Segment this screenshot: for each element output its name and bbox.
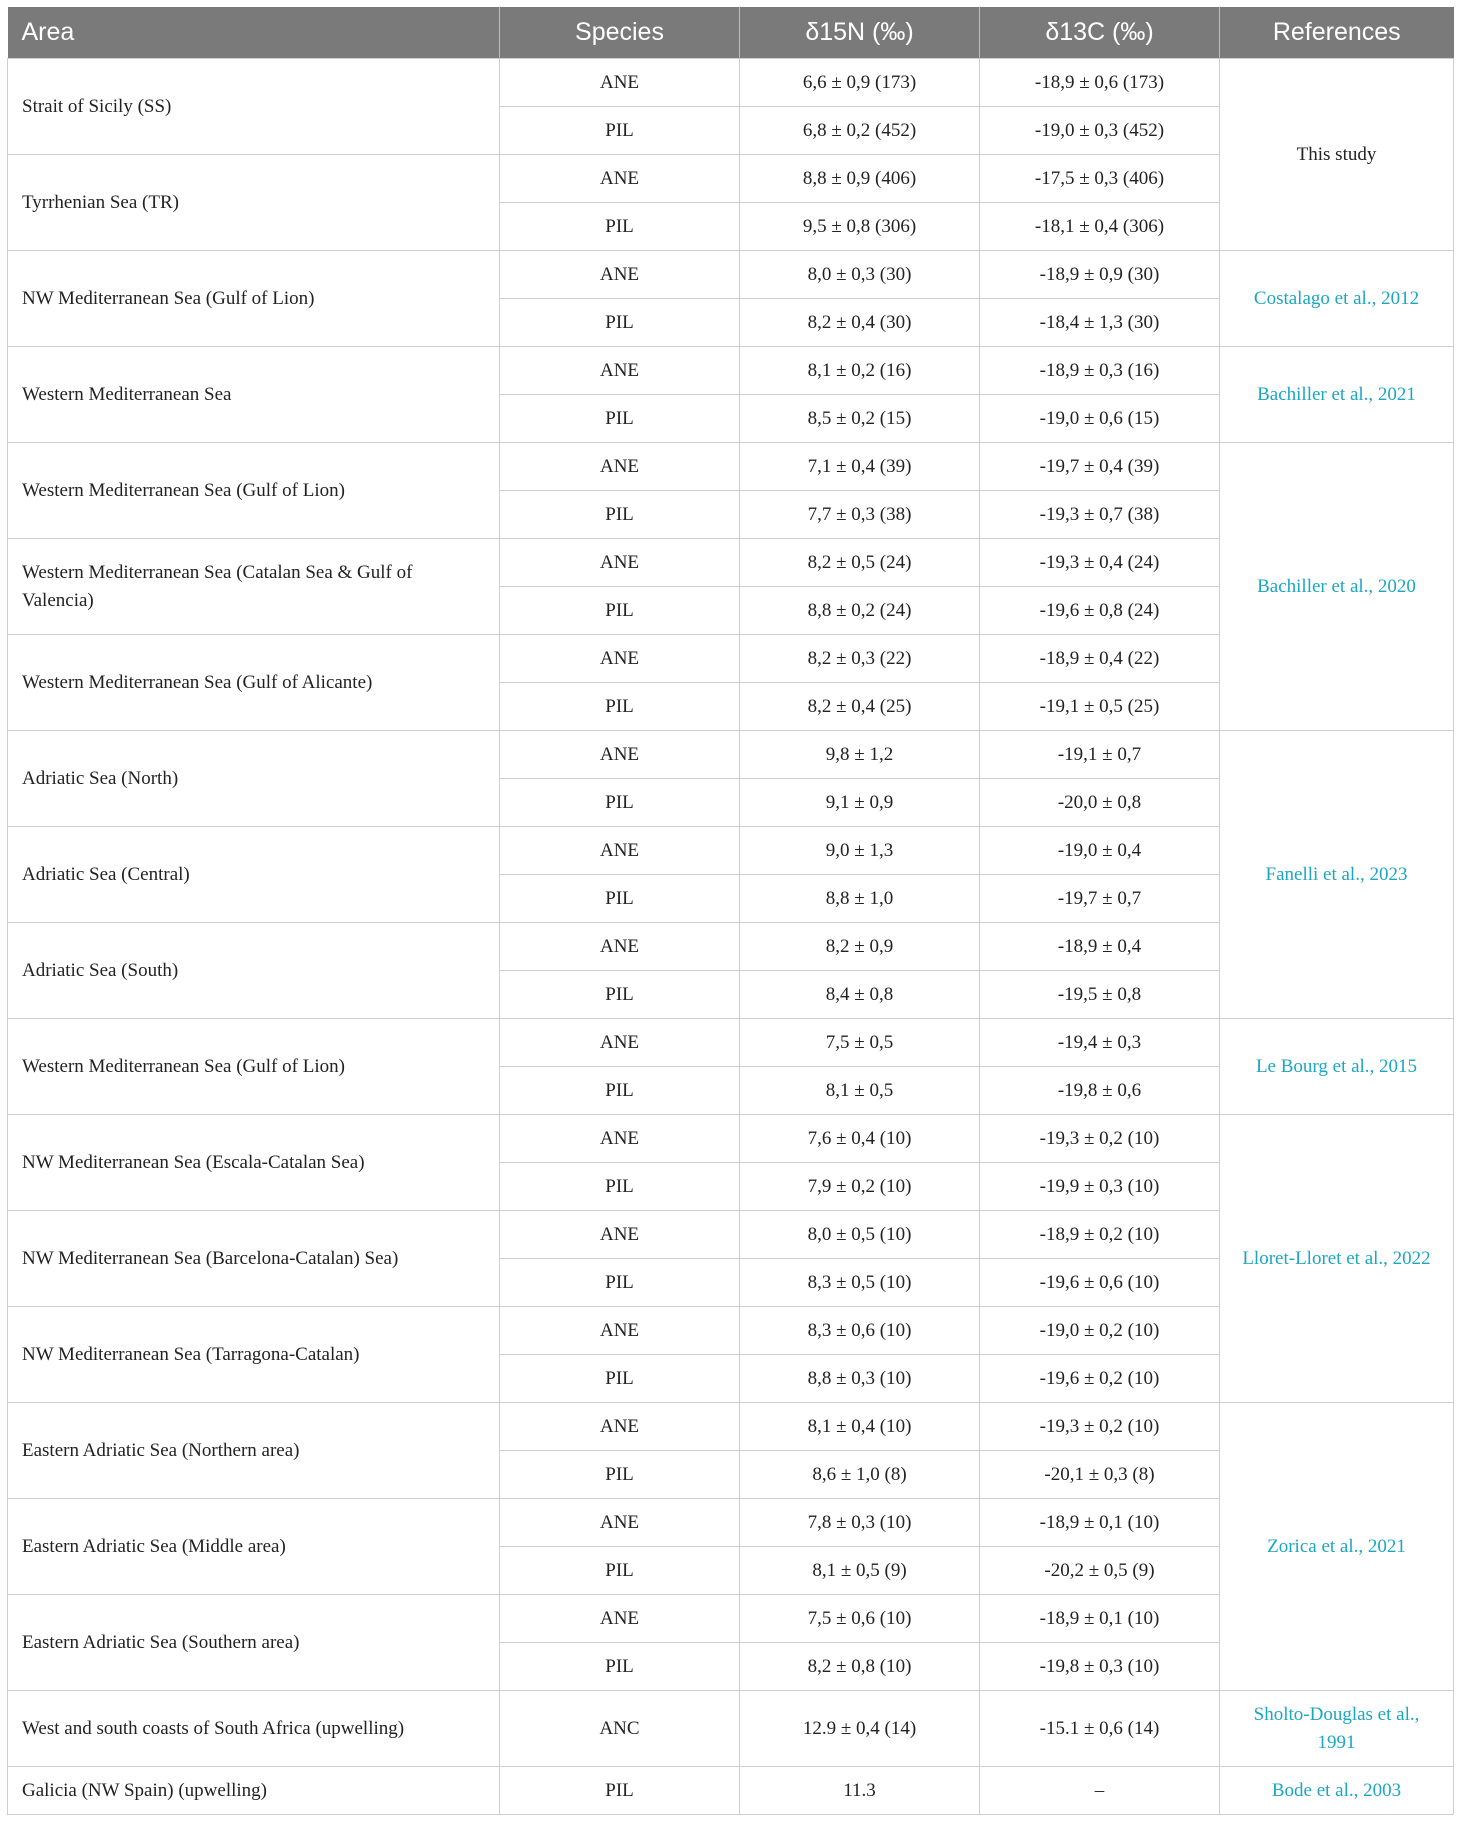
d13c-cell: -19,7 ± 0,7 [980,875,1220,923]
species-cell: PIL [500,971,740,1019]
area-cell: Strait of Sicily (SS) [8,59,500,155]
d13c-cell: -19,8 ± 0,3 (10) [980,1643,1220,1691]
d13c-cell: -19,0 ± 0,6 (15) [980,395,1220,443]
d15n-cell: 9,0 ± 1,3 [740,827,980,875]
d13c-cell: -18,9 ± 0,3 (16) [980,347,1220,395]
species-cell: PIL [500,395,740,443]
species-cell: ANE [500,1211,740,1259]
species-cell: PIL [500,1767,740,1815]
area-cell: Western Mediterranean Sea (Gulf of Lion) [8,443,500,539]
d13c-cell: -19,7 ± 0,4 (39) [980,443,1220,491]
species-cell: ANE [500,731,740,779]
d15n-cell: 8,5 ± 0,2 (15) [740,395,980,443]
species-cell: PIL [500,491,740,539]
d13c-cell: -18,9 ± 0,4 (22) [980,635,1220,683]
d15n-cell: 8,2 ± 0,9 [740,923,980,971]
isotope-table [7,7,1454,1815]
species-cell: PIL [500,587,740,635]
d15n-cell: 8,0 ± 0,3 (30) [740,251,980,299]
d15n-cell: 8,8 ± 0,3 (10) [740,1355,980,1403]
area-cell: Western Mediterranean Sea [8,347,500,443]
d15n-cell: 8,1 ± 0,2 (16) [740,347,980,395]
d13c-cell: -20,2 ± 0,5 (9) [980,1547,1220,1595]
d13c-cell: -19,3 ± 0,2 (10) [980,1115,1220,1163]
d15n-cell: 8,4 ± 0,8 [740,971,980,1019]
d13c-cell: -19,8 ± 0,6 [980,1067,1220,1115]
species-cell: PIL [500,1547,740,1595]
header-d15n: δ15N (‰) [740,7,980,59]
species-cell: ANE [500,1019,740,1067]
area-cell: Galicia (NW Spain) (upwelling) [8,1767,500,1815]
species-cell: ANE [500,443,740,491]
d13c-cell: -17,5 ± 0,3 (406) [980,155,1220,203]
d13c-cell: – [980,1767,1220,1815]
table-row [8,1767,1454,1815]
d15n-cell: 9,8 ± 1,2 [740,731,980,779]
d15n-cell: 6,6 ± 0,9 (173) [740,59,980,107]
species-cell: PIL [500,1163,740,1211]
d15n-cell: 8,2 ± 0,5 (24) [740,539,980,587]
header-d13c: δ13C (‰) [980,7,1220,59]
d15n-cell: 7,8 ± 0,3 (10) [740,1499,980,1547]
d15n-cell: 8,8 ± 0,9 (406) [740,155,980,203]
d13c-cell: -19,5 ± 0,8 [980,971,1220,1019]
d13c-cell: -19,0 ± 0,4 [980,827,1220,875]
reference-link[interactable]: Bachiller et al., 2021 [1220,347,1454,443]
d15n-cell: 7,7 ± 0,3 (38) [740,491,980,539]
d13c-cell: -15.1 ± 0,6 (14) [980,1691,1220,1767]
species-cell: ANE [500,1595,740,1643]
species-cell: PIL [500,203,740,251]
d15n-cell: 8,3 ± 0,6 (10) [740,1307,980,1355]
d13c-cell: -19,3 ± 0,4 (24) [980,539,1220,587]
d15n-cell: 8,8 ± 0,2 (24) [740,587,980,635]
d15n-cell: 9,1 ± 0,9 [740,779,980,827]
table-row [8,443,1454,491]
area-cell: Western Mediterranean Sea (Gulf of Lion) [8,1019,500,1115]
species-cell: ANC [500,1691,740,1767]
species-cell: ANE [500,1307,740,1355]
d13c-cell: -18,9 ± 0,9 (30) [980,251,1220,299]
d15n-cell: 8,1 ± 0,5 [740,1067,980,1115]
d13c-cell: -19,6 ± 0,6 (10) [980,1259,1220,1307]
d15n-cell: 7,6 ± 0,4 (10) [740,1115,980,1163]
reference-link[interactable]: Sholto-Douglas et al., 1991 [1220,1691,1454,1767]
d15n-cell: 7,1 ± 0,4 (39) [740,443,980,491]
d15n-cell: 8,2 ± 0,8 (10) [740,1643,980,1691]
species-cell: ANE [500,635,740,683]
area-cell: Western Mediterranean Sea (Catalan Sea & Gulf of Valencia) [8,539,500,635]
species-cell: ANE [500,59,740,107]
d15n-cell: 8,2 ± 0,3 (22) [740,635,980,683]
table-row [8,1115,1454,1163]
d13c-cell: -18,9 ± 0,6 (173) [980,59,1220,107]
reference-link[interactable]: Bachiller et al., 2020 [1220,443,1454,731]
species-cell: ANE [500,923,740,971]
d13c-cell: -18,1 ± 0,4 (306) [980,203,1220,251]
d15n-cell: 8,2 ± 0,4 (30) [740,299,980,347]
species-cell: ANE [500,155,740,203]
table-row [8,251,1454,299]
area-cell: West and south coasts of South Africa (upwelling) [8,1691,500,1767]
species-cell: PIL [500,1067,740,1115]
d15n-cell: 12.9 ± 0,4 (14) [740,1691,980,1767]
area-cell: NW Mediterranean Sea (Gulf of Lion) [8,251,500,347]
species-cell: PIL [500,107,740,155]
d15n-cell: 8,6 ± 1,0 (8) [740,1451,980,1499]
reference-link[interactable]: Bode et al., 2003 [1220,1767,1454,1815]
species-cell: ANE [500,1499,740,1547]
area-cell: Adriatic Sea (South) [8,923,500,1019]
area-cell: NW Mediterranean Sea (Escala-Catalan Sea) [8,1115,500,1211]
d13c-cell: -19,6 ± 0,8 (24) [980,587,1220,635]
d13c-cell: -19,1 ± 0,5 (25) [980,683,1220,731]
table-row [8,1019,1454,1067]
species-cell: ANE [500,251,740,299]
reference-link[interactable]: Zorica et al., 2021 [1220,1403,1454,1691]
d15n-cell: 9,5 ± 0,8 (306) [740,203,980,251]
area-cell: NW Mediterranean Sea (Barcelona-Catalan) Sea) [8,1211,500,1307]
d15n-cell: 7,9 ± 0,2 (10) [740,1163,980,1211]
species-cell: PIL [500,299,740,347]
d15n-cell: 8,0 ± 0,5 (10) [740,1211,980,1259]
species-cell: PIL [500,779,740,827]
d15n-cell: 7,5 ± 0,5 [740,1019,980,1067]
d15n-cell: 8,8 ± 1,0 [740,875,980,923]
table-row [8,1403,1454,1451]
header-references: References [1220,7,1454,59]
table-row [8,1691,1454,1767]
table-row [8,59,1454,107]
reference-link[interactable]: Fanelli et al., 2023 [1220,731,1454,1019]
species-cell: ANE [500,1403,740,1451]
header-row [8,7,1454,59]
species-cell: ANE [500,539,740,587]
d15n-cell: 8,1 ± 0,4 (10) [740,1403,980,1451]
area-cell: Tyrrhenian Sea (TR) [8,155,500,251]
species-cell: PIL [500,1355,740,1403]
area-cell: Eastern Adriatic Sea (Southern area) [8,1595,500,1691]
area-cell: Adriatic Sea (Central) [8,827,500,923]
d13c-cell: -18,4 ± 1,3 (30) [980,299,1220,347]
d15n-cell: 11.3 [740,1767,980,1815]
d13c-cell: -20,1 ± 0,3 (8) [980,1451,1220,1499]
species-cell: PIL [500,683,740,731]
reference-cell: This study [1220,59,1454,251]
area-cell: NW Mediterranean Sea (Tarragona-Catalan) [8,1307,500,1403]
species-cell: PIL [500,875,740,923]
d13c-cell: -19,3 ± 0,2 (10) [980,1403,1220,1451]
area-cell: Adriatic Sea (North) [8,731,500,827]
d15n-cell: 8,2 ± 0,4 (25) [740,683,980,731]
d13c-cell: -19,6 ± 0,2 (10) [980,1355,1220,1403]
d13c-cell: -20,0 ± 0,8 [980,779,1220,827]
d15n-cell: 8,1 ± 0,5 (9) [740,1547,980,1595]
d13c-cell: -19,9 ± 0,3 (10) [980,1163,1220,1211]
species-cell: PIL [500,1451,740,1499]
species-cell: ANE [500,1115,740,1163]
area-cell: Western Mediterranean Sea (Gulf of Alicante) [8,635,500,731]
d13c-cell: -18,9 ± 0,1 (10) [980,1499,1220,1547]
header-species: Species [500,7,740,59]
table-row [8,347,1454,395]
d13c-cell: -18,9 ± 0,2 (10) [980,1211,1220,1259]
d13c-cell: -19,0 ± 0,2 (10) [980,1307,1220,1355]
reference-link[interactable]: Le Bourg et al., 2015 [1220,1019,1454,1115]
d13c-cell: -19,0 ± 0,3 (452) [980,107,1220,155]
table-body [8,59,1454,1815]
species-cell: PIL [500,1643,740,1691]
d13c-cell: -18,9 ± 0,1 (10) [980,1595,1220,1643]
species-cell: ANE [500,827,740,875]
reference-link[interactable]: Costalago et al., 2012 [1220,251,1454,347]
d13c-cell: -19,1 ± 0,7 [980,731,1220,779]
area-cell: Eastern Adriatic Sea (Northern area) [8,1403,500,1499]
d13c-cell: -18,9 ± 0,4 [980,923,1220,971]
d15n-cell: 7,5 ± 0,6 (10) [740,1595,980,1643]
d15n-cell: 8,3 ± 0,5 (10) [740,1259,980,1307]
d13c-cell: -19,4 ± 0,3 [980,1019,1220,1067]
reference-link[interactable]: Lloret-Lloret et al., 2022 [1220,1115,1454,1403]
d13c-cell: -19,3 ± 0,7 (38) [980,491,1220,539]
area-cell: Eastern Adriatic Sea (Middle area) [8,1499,500,1595]
header-area: Area [8,7,500,59]
d15n-cell: 6,8 ± 0,2 (452) [740,107,980,155]
species-cell: ANE [500,347,740,395]
species-cell: PIL [500,1259,740,1307]
table-row [8,731,1454,779]
